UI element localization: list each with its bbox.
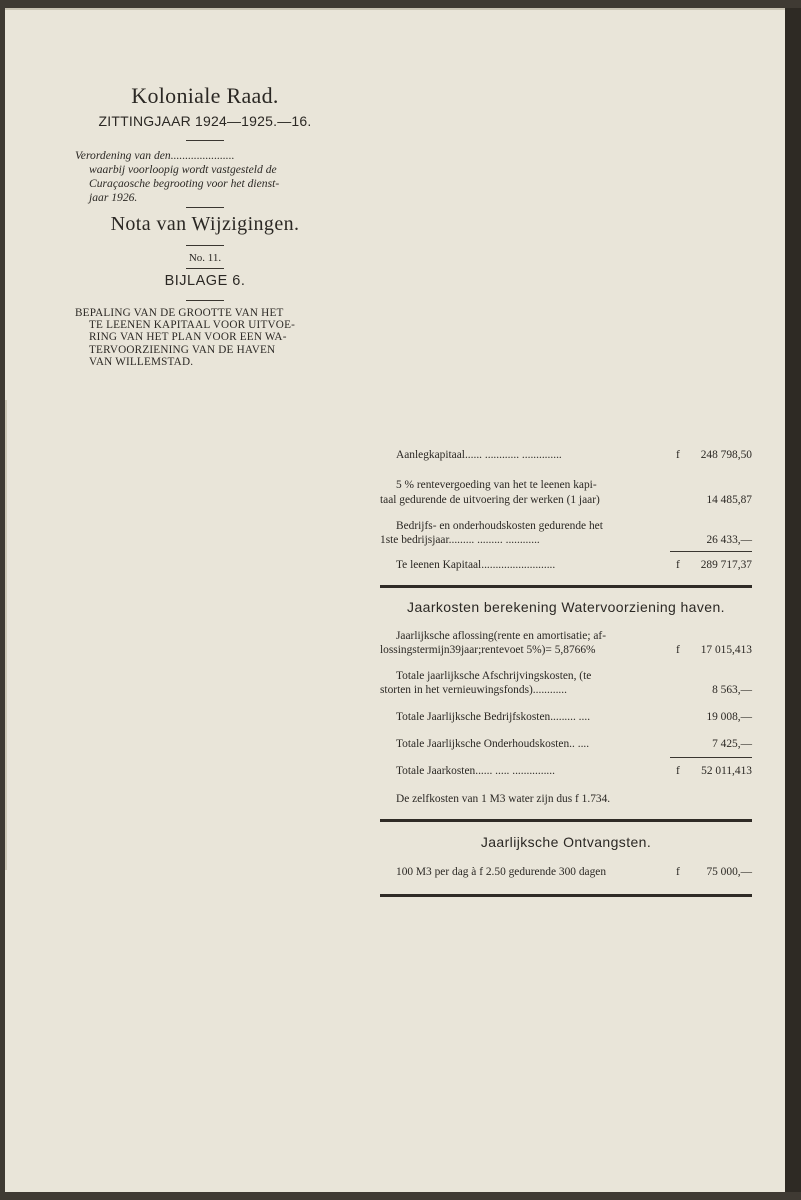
divider — [186, 140, 224, 141]
total-label: Te leenen Kapitaal.......................... — [396, 559, 556, 571]
council-title: Koloniale Raad. — [131, 83, 279, 108]
revenue-heading: Jaarlijksche Ontvangsten. — [480, 834, 652, 850]
row-label: Totale Jaarlijksche Bedrijfskosten......... .... — [396, 711, 591, 723]
ordinance-line: Verordening van den...................... — [75, 149, 235, 162]
page-left-fold — [5, 400, 7, 870]
sum-rule — [670, 757, 752, 758]
subject-line: TERVOORZIENING VAN DE HAVEN — [89, 343, 276, 356]
revenue-amount: 75 000,— — [706, 866, 752, 878]
total-amount: 289 717,37 — [700, 559, 752, 571]
unit-cost-note: De zelfkosten van 1 M3 water zijn dus f 1.734. — [396, 793, 611, 805]
row-label: taal gedurende de uitvoering der werken (1 jaar) — [380, 494, 600, 506]
subject-line: VAN WILLEMSTAD. — [89, 355, 194, 368]
row-amount: 8 563,— — [712, 684, 752, 696]
row-label: Aanlegkapitaal...... ............ .............. — [396, 449, 562, 461]
row-amount: 7 425,— — [712, 738, 752, 750]
section-rule — [380, 894, 752, 897]
total-label: Totale Jaarkosten...... ..... ............... — [396, 765, 555, 777]
row-label: Bedrijfs- en onderhoudskosten gedurende het — [396, 520, 603, 532]
currency-mark: f — [676, 449, 680, 461]
currency-mark: f — [676, 765, 680, 777]
revenue-label: 100 M3 per dag à f 2.50 gedurende 300 dagen — [396, 866, 607, 878]
subject-line: TE LEENEN KAPITAAL VOOR UITVOE- — [89, 319, 296, 332]
divider — [186, 268, 224, 269]
subject-line: RING VAN HET PLAN VOOR EEN WA- — [89, 331, 287, 344]
ordinance-line: jaar 1926. — [89, 191, 138, 204]
ordinance-line: waarbij voorloopig wordt vastgesteld de — [89, 163, 277, 176]
row-label: 1ste bedrijsjaar......... ......... ............ — [380, 534, 540, 546]
row-label: lossingstermijn39jaar;rentevoet 5%)= 5,8766% — [380, 644, 596, 656]
divider — [186, 300, 224, 301]
divider — [186, 245, 224, 246]
divider — [186, 207, 224, 208]
row-label: 5 % rentevergoeding van het te leenen kapi- — [396, 479, 597, 491]
row-amount: 26 433,— — [706, 534, 752, 546]
section-rule — [380, 819, 752, 822]
row-amount: 14 485,87 — [706, 494, 752, 506]
nota-heading: Nota van Wijzigingen. — [110, 213, 300, 235]
document-number: No. 11. — [188, 252, 222, 264]
currency-mark: f — [676, 559, 680, 571]
currency-mark: f — [676, 866, 680, 878]
binding-spine — [785, 8, 801, 1192]
row-label: Totale jaarlijksche Afschrijvingskosten, (te — [396, 670, 592, 682]
row-label: Jaarlijksche aflossing(rente en amortisatie; af- — [396, 630, 607, 642]
session-year: ZITTINGJAAR 1924—1925.—16. — [98, 113, 312, 129]
appendix-heading: BIJLAGE 6. — [164, 273, 246, 289]
annual-costs-heading: Jaarkosten berekening Watervoorziening haven. — [407, 599, 725, 615]
page-top-edge — [5, 8, 785, 10]
total-amount: 52 011,413 — [701, 765, 752, 777]
subject-text — [75, 307, 337, 368]
sum-rule — [670, 551, 752, 552]
row-label: storten in het vernieuwingsfonds)............ — [380, 684, 567, 696]
row-amount: 248 798,50 — [700, 449, 752, 461]
subject-line: BEPALING VAN DE GROOTTE VAN HET — [75, 307, 284, 319]
row-amount: 19 008,— — [706, 711, 752, 723]
ordinance-text — [75, 149, 337, 205]
row-label: Totale Jaarlijksche Onderhoudskosten.. .... — [396, 738, 590, 750]
row-amount: 17 015,413 — [700, 644, 752, 656]
section-rule — [380, 585, 752, 588]
currency-mark: f — [676, 644, 680, 656]
ordinance-line: Curaçaosche begrooting voor het dienst- — [89, 177, 280, 190]
